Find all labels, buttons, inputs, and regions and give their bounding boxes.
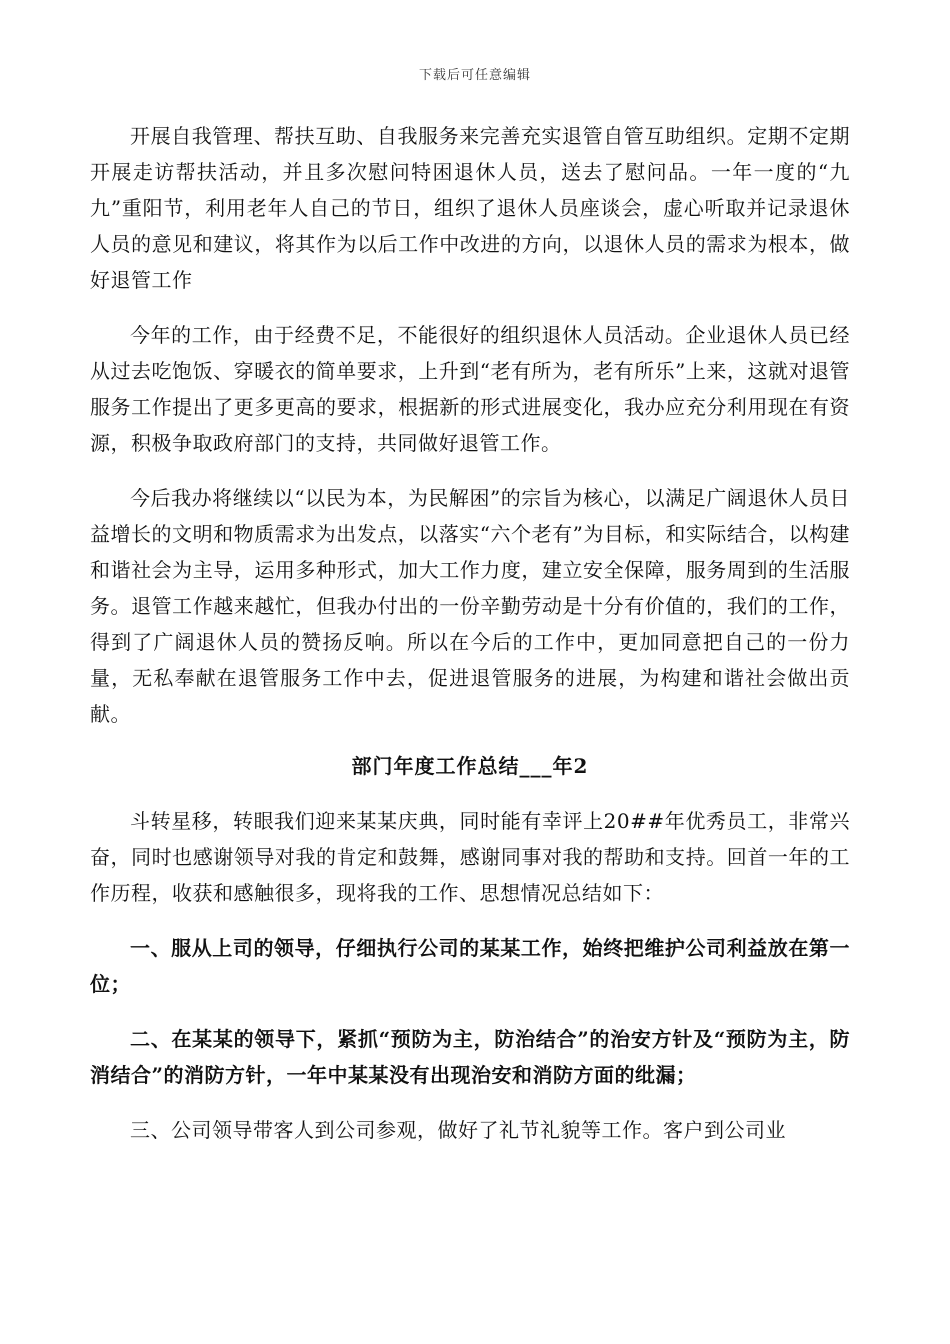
paragraph-5-bold: 一、服从上司的领导，仔细执行公司的某某工作，始终把维护公司利益放在第一位； [90,936,850,996]
section-title: 部门年度工作总结___年2 [351,754,589,778]
paragraph-3: 今后我办将继续以“以民为本，为民解困”的宗旨为核心，以满足广阔退休人员日益增长的文明和物质需求为出发点，以落实“六个老有”为目标，和实际结合，以构建和谐社会为主导，运用多种形式，加大工作力度，建立安全保障，服务周到的生活服务。退管工作越来越忙，但我办付出的一份辛勤劳动是十分有价值的，我们的工作，得到了广阔退休人员的赞扬反响。所以在今后的工作中，更加同意把自己的一份力量，无私奉献在退管服务工作中去，促进退管服务的进展，为构建和谐社会做出贡献。 [90,486,850,726]
page-header-note: 下载后可任意编辑 [418,68,531,83]
paragraph-2: 今年的工作，由于经费不足，不能很好的组织退休人员活动。企业退休人员已经从过去吃饱饭、穿暖衣的简单要求，上升到“老有所为，老有所乐”上来，这就对退管服务工作提出了更多更高的要求，根据新的形式进展变化，我办应充分利用现在有资源，积极争取政府部门的支持，共同做好退管工作。 [90,323,850,455]
paragraph-7: 三、公司领导带客人到公司参观，做好了礼节礼貌等工作。客户到公司业 [130,1118,786,1142]
paragraph-1: 开展自我管理、帮扶互助、自我服务来完善充实退管自管互助组织。定期不定期开展走访帮扶活动，并且多次慰问特困退休人员，送去了慰问品。一年一度的“九九”重阳节，利用老年人自己的节日，组织了退休人员座谈会，虚心听取并记录退休人员的意见和建议，将其作为以后工作中改进的方向，以退休人员的需求为根本，做好退管工作 [90,124,850,292]
paragraph-4: 斗转星移，转眼我们迎来某某庆典，同时能有幸评上20##年优秀员工，非常兴奋，同时也感谢领导对我的肯定和鼓舞，感谢同事对我的帮助和支持。回首一年的工作历程，收获和感触很多，现将我的工作、思想情况总结如下： [90,809,850,905]
document-body [90,118,850,1167]
paragraph-6-bold: 二、在某某的领导下，紧抓“预防为主，防治结合”的治安方针及“预防为主，防消结合”的消防方针，一年中某某没有出现治安和消防方面的纰漏； [90,1027,850,1087]
